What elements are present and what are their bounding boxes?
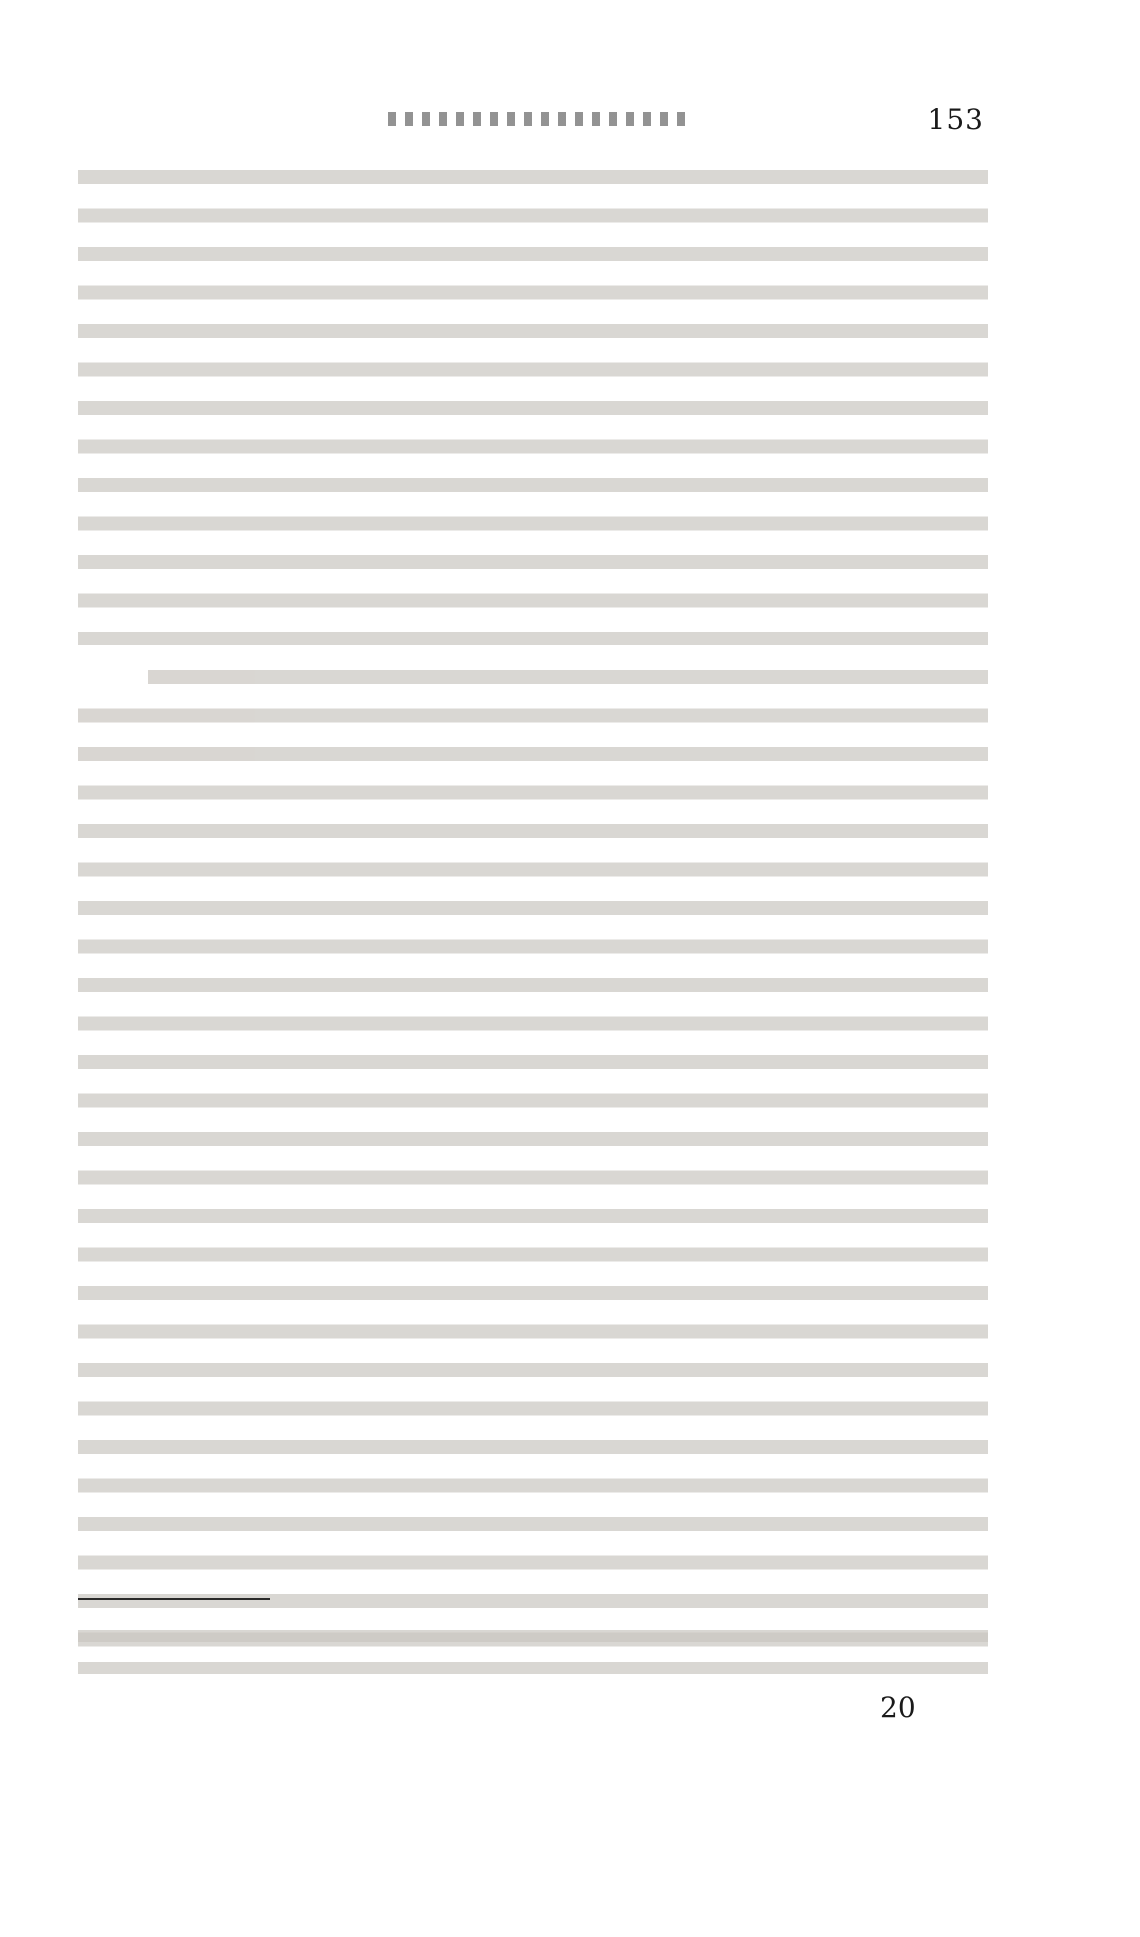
running-head [78,100,990,140]
footnote-rule [78,1598,270,1600]
running-title-placeholder [388,112,688,126]
body-paragraph-2-placeholder [78,670,988,1670]
signature-mark: 20 [880,1691,916,1724]
footnotes-placeholder [78,1630,988,1690]
body-paragraph-1-placeholder [78,170,988,645]
page-number: 153 [927,103,984,136]
